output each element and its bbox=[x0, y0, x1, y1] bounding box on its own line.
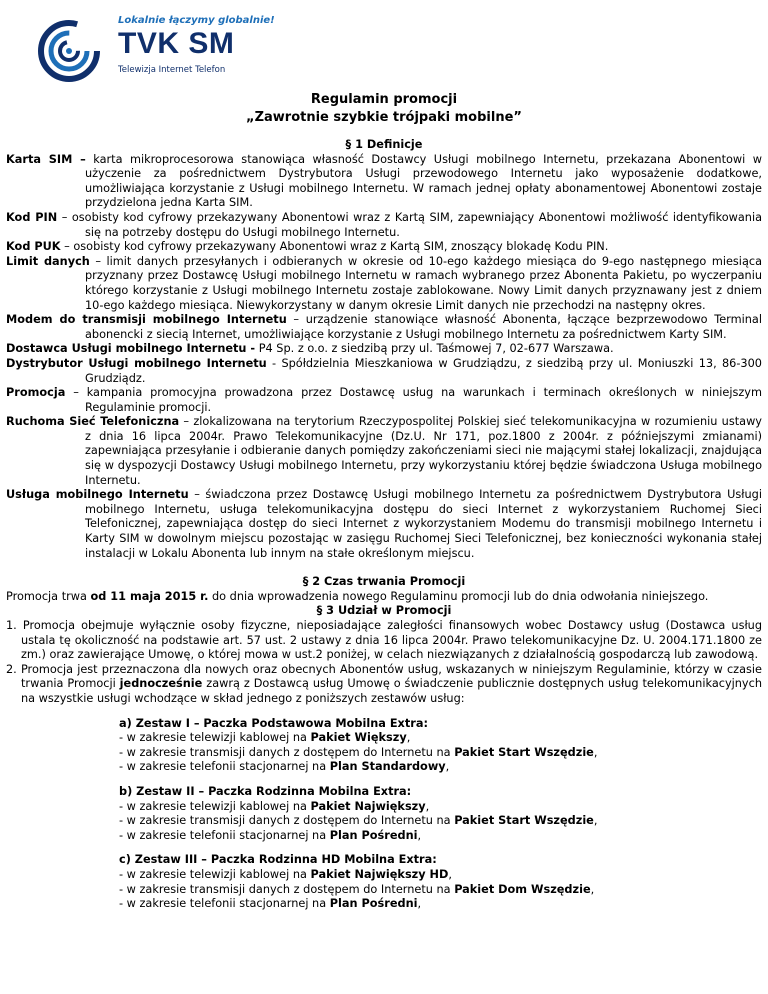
text-span: , bbox=[590, 882, 595, 896]
definition-text: P4 Sp. z o.o. z siedzibą przy ul. Taśmowej 7, 02-677 Warszawa. bbox=[255, 342, 614, 356]
definition-text: – urządzenie stanowiące własność Abonenta, łączące bezprzewodowo Terminal abonencki z siecią Internet, umożliwiające korzystanie z Usługi mobilnego Internetu za pośrednictwem Karty SIM. bbox=[85, 313, 762, 341]
emphasis: jednocześnie bbox=[119, 677, 203, 691]
zestaw-line bbox=[119, 814, 762, 829]
definition-karta-sim bbox=[6, 153, 762, 211]
text-span: , bbox=[593, 745, 598, 759]
definition-text: – osobisty kod cyfrowy przekazywany Abonentowi wraz z Kartą SIM, zapewniający Abonentowi możliwość identyfikowania się na potrzeby dostępu do Usługi mobilnego Internetu. bbox=[57, 210, 762, 239]
zestaw-line bbox=[119, 760, 762, 775]
definition-promocja bbox=[6, 386, 762, 415]
text-span: , bbox=[417, 897, 422, 911]
definition-term: Dystrybutor Usługi mobilnego Internetu bbox=[6, 356, 267, 370]
promo-start-date: od 11 maja 2015 r. bbox=[90, 589, 209, 603]
text-span: zawrą z Dostawcą usług Umowę o świadczenie publicznie dostępnych usług telekomunikacyjnych na wszystkie usługi wchodzące w skład jednego z poniższych zestawów usług: bbox=[21, 677, 762, 705]
plan-name: Pakiet Największy HD bbox=[310, 867, 449, 881]
text-span: - w zakresie telefonii stacjonarnej na bbox=[119, 760, 330, 774]
definition-term: Kod PIN bbox=[6, 210, 58, 224]
definition-term: Usługa mobilnego Internetu bbox=[6, 488, 189, 502]
plan-name: Pakiet Największy bbox=[310, 799, 426, 813]
definition-ruchoma-siec bbox=[6, 415, 762, 488]
text-span: , bbox=[448, 867, 452, 881]
definition-term: Ruchoma Sieć Telefoniczna bbox=[6, 415, 180, 429]
zestaw-line bbox=[119, 800, 762, 815]
section-3-heading: § 3 Udział w Promocji bbox=[316, 604, 452, 618]
text-span: - w zakresie telefonii stacjonarnej na bbox=[119, 897, 330, 911]
definition-modem bbox=[6, 313, 762, 342]
definition-kod-pin bbox=[6, 211, 762, 240]
definition-text: - Spółdzielnia Mieszkaniowa w Grudziądzu, z siedzibą przy ul. Moniuszki 13, 86-300 Grudziądz. bbox=[85, 356, 762, 385]
definition-term: Promocja bbox=[6, 386, 66, 400]
document-subtitle: „Zawrotnie szybkie trójpaki mobilne” bbox=[246, 110, 522, 125]
text-span: 2. Promocja jest przeznaczona dla nowych oraz obecnych Abonentów usług, wskazanych w niniejszym Regulaminie, którzy w czasie trwania Promocji bbox=[6, 662, 762, 691]
document-title: Regulamin promocji bbox=[310, 92, 458, 107]
section-3-point-2 bbox=[6, 663, 762, 707]
zestaw-line bbox=[119, 897, 762, 912]
logo-tagline: Lokalnie łączymy globalnie! bbox=[118, 15, 275, 26]
definition-dystrybutor bbox=[6, 357, 762, 386]
definition-term: Dostawca Usługi mobilnego Internetu - bbox=[6, 342, 256, 356]
zestaw-heading: b) Zestaw II – Paczka Rodzinna Mobilna Extra: bbox=[119, 784, 412, 798]
text-span: - w zakresie telewizji kablowej na bbox=[119, 731, 311, 745]
text-span: - w zakresie telewizji kablowej na bbox=[119, 867, 311, 881]
zestaw-heading: a) Zestaw I – Paczka Podstawowa Mobilna Extra: bbox=[119, 716, 428, 730]
definition-text: karta mikroprocesorowa stanowiąca własność Dostawcy Usługi mobilnego Internetu, przekazana Abonentowi w użyczenie za pośrednictwem Dystrybutora Usługi przewodowego Internetu jako wyposażenie dodatkowe, umożliwiająca korzystanie z Usługi mobilnego Internetu. W ramach jednej opłaty abonamentowej Abonentowi zostaje przydzielona jedna Karta SIM. bbox=[85, 152, 762, 210]
plan-name: Pakiet Start Wszędzie bbox=[454, 814, 594, 828]
logo-subtitle: Telewizja Internet Telefon bbox=[118, 65, 226, 75]
definition-kod-puk bbox=[6, 240, 762, 255]
plan-name: Plan Standardowy bbox=[329, 760, 446, 774]
plan-name: Pakiet Dom Wszędzie bbox=[454, 882, 591, 896]
zestaw-2 bbox=[6, 785, 762, 843]
text-span: - w zakresie telewizji kablowej na bbox=[119, 799, 311, 813]
text-span: do dnia wprowadzenia nowego Regulaminu promocji lub do dnia odwołania niniejszego. bbox=[208, 589, 709, 603]
section-3-point-1: 1. Promocja obejmuje wyłącznie osoby fizyczne, nieposiadające zaległości finansowych wobec Dostawcy usług (Dostawca usług ustala tę okoliczność na podstawie art. 57 ust. 2 ustawy z dnia 16 lipca 2004r. Prawo telekomunikacyjne Dz. U. 2004.171.1800 ze zm.) oraz zawierające Umowę, o której mowa w ust.2 poniżej, w celach niezwiązanych z działalnością gospodarczą lub zawodową. bbox=[6, 619, 762, 662]
definition-text: – kampania promocyjna prowadzona przez Dostawcę usług na warunkach i terminach określonych w niniejszym Regulaminie promocji. bbox=[65, 386, 762, 414]
definition-term: Limit danych bbox=[6, 254, 90, 268]
definition-text: – limit danych przesyłanych i odbieranych w okresie od 10-ego każdego miesiąca do 9-ego następnego miesiąca przyznany przez Dostawcę Usługi mobilnego Internetu w ramach wybranego przez Abonenta Pakietu, po wyczerpaniu którego korzystanie z Usługi mobilnego Internetu zostaje zablokowane. Nowy Limit danych przyznawany jest z dniem 10-ego każdego miesiąca. Niewykorzystany w danym okresie Limit danych nie przechodzi na następny okres. bbox=[85, 254, 763, 312]
definition-term: Modem do transmisji mobilnego Internetu bbox=[6, 313, 287, 327]
text-span: , bbox=[406, 731, 411, 745]
definition-text: – świadczona przez Dostawcę Usługi mobilnego Internetu za pośrednictwem Dystrybutora Usługi mobilnego Internetu, usługa telekomunikacyjna dostępu do sieci Internet z wykorzystaniem Ruchomej Sieci Telefonicznej, zapewniająca dostęp do sieci Internet z wykorzystaniem Modemu do transmisji mobilnego Internetu i Karty SIM w dowolnym miejscu pozostając w zasięgu Ruchomej Sieci Telefonicznej, bez konieczności wykonania stałej instalacji w Lokalu Abonenta lub innym na stałe określonym miejscu. bbox=[85, 488, 762, 560]
text-span: - w zakresie transmisji danych z dostępem do Internetu na bbox=[119, 745, 455, 759]
text-span: - w zakresie transmisji danych z dostępem do Internetu na bbox=[119, 882, 455, 896]
definition-dostawca bbox=[6, 342, 762, 357]
text-span: - w zakresie telefonii stacjonarnej na bbox=[119, 828, 330, 842]
zestaw-heading: c) Zestaw III – Paczka Rodzinna HD Mobilna Extra: bbox=[119, 853, 437, 867]
plan-name: Pakiet Większy bbox=[310, 731, 407, 745]
text-span: , bbox=[445, 760, 450, 774]
definition-text: – osobisty kod cyfrowy przekazywany Abonentowi wraz z Kartą SIM, znoszący blokadę Kodu PIN. bbox=[60, 240, 609, 254]
definition-usluga bbox=[6, 488, 762, 561]
definition-limit-danych bbox=[6, 255, 762, 313]
zestaw-line bbox=[119, 868, 762, 883]
plan-name: Pakiet Start Wszędzie bbox=[454, 745, 594, 759]
plan-name: Plan Pośredni bbox=[329, 897, 418, 911]
zestaw-line bbox=[119, 829, 762, 844]
zestaw-line bbox=[119, 883, 762, 898]
zestaw-line bbox=[119, 731, 762, 746]
text-span: - w zakresie transmisji danych z dostępem do Internetu na bbox=[119, 814, 455, 828]
plan-name: Plan Pośredni bbox=[329, 828, 418, 842]
zestaw-line bbox=[119, 746, 762, 761]
definition-text: – zlokalizowana na terytorium Rzeczypospolitej Polskiej sieć telekomunikacyjna w rozumieniu ustawy z dnia 16 lipca 2004r. Prawo Telekomunikacyjne (Dz.U. Nr 171, poz.1800 z 2004r. z późniejszymi zmianami) zapewniająca przesyłanie i odbieranie danych pomiędzy zakończeniami sieci nie mającymi stałej lokalizacji, znajdująca się w dyspozycji Dostawcy Usługi mobilnego Internetu, przy wykorzystaniu której będzie świadczona Usługa mobilnego Internetu. bbox=[85, 415, 762, 487]
section-2-text bbox=[6, 590, 762, 605]
text-span: Promocja trwa bbox=[6, 589, 91, 603]
definition-term: Kod PUK bbox=[6, 240, 61, 254]
tvk-sm-logo bbox=[38, 14, 275, 84]
tvk-swirl-icon bbox=[38, 20, 104, 82]
section-2-heading: § 2 Czas trwania Promocji bbox=[302, 575, 466, 589]
zestaw-3 bbox=[6, 853, 762, 911]
logo-brand: TVK SM bbox=[118, 27, 235, 60]
definition-term: Karta SIM – bbox=[6, 152, 86, 166]
section-1-heading: § 1 Definicje bbox=[345, 138, 423, 151]
text-span: , bbox=[417, 828, 422, 842]
document-body bbox=[6, 138, 762, 912]
text-span: , bbox=[593, 814, 598, 828]
zestaw-1 bbox=[6, 717, 762, 775]
text-span: , bbox=[425, 799, 430, 813]
